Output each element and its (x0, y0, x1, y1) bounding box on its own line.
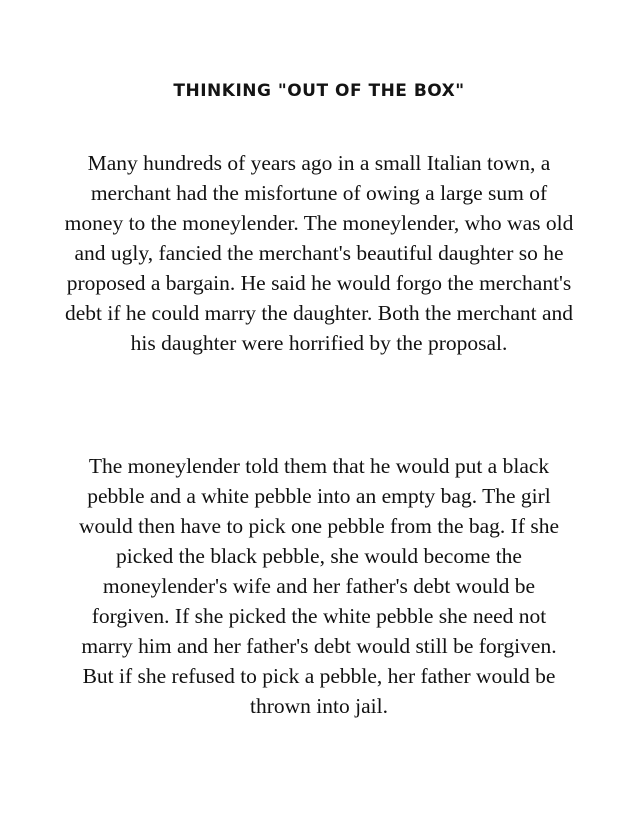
paragraph-2: The moneylender told them that he would put a black pebble and a white pebble into an empty bag. The girl would then have to pick one pebble from the bag. If she picked the black pebble, she would become the moneylender's wife and her father's debt would be forgiven. If she picked the white pebble she need not marry him and her father's debt would still be forgiven. But if she refused to pick a pebble, her father would be thrown into jail. (78, 454, 560, 718)
document-title: THINKING "OUT OF THE BOX" (173, 81, 465, 101)
paragraph-1: Many hundreds of years ago in a small Italian town, a merchant had the misfortune of owing a large sum of money to the moneylender. The moneylender, who was old and ugly, fancied the merchant's beautiful daughter so he proposed a bargain. He said he would forgo the merchant's debt if he could marry the daughter. Both the merchant and his daughter were horrified by the proposal. (64, 151, 574, 355)
